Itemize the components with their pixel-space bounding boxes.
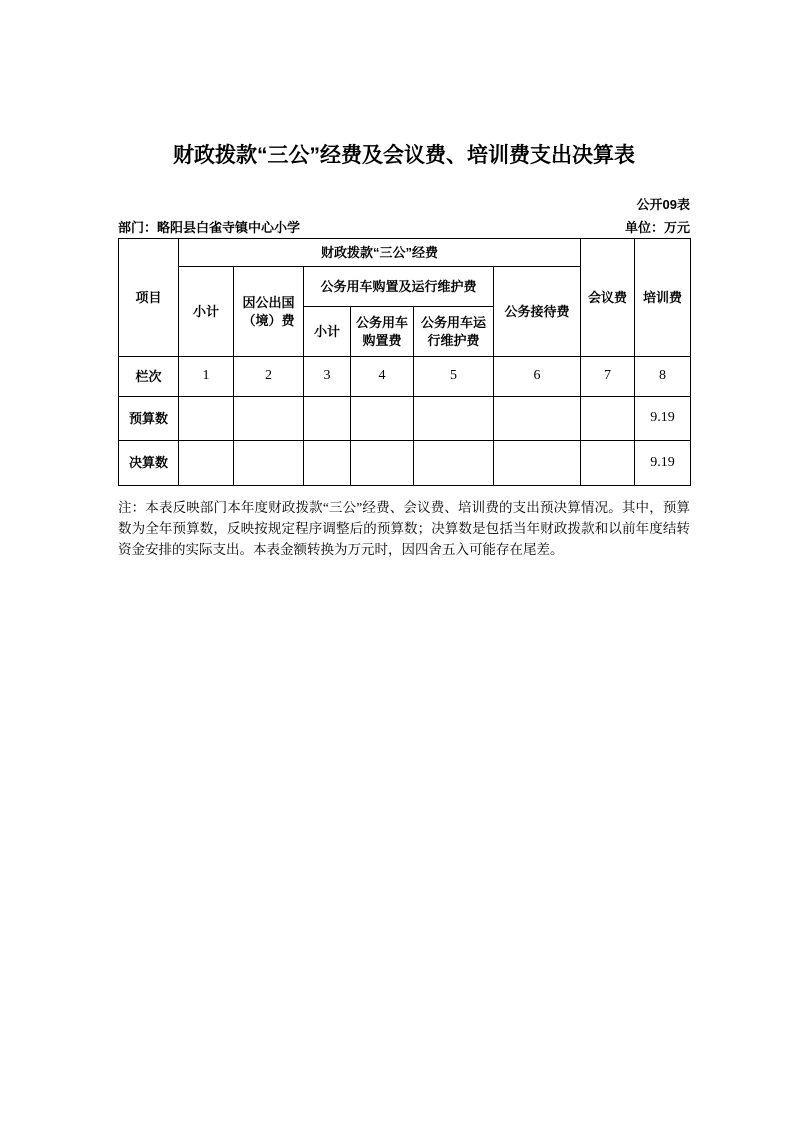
header-abroad-fee: 因公出国（境）费 — [234, 267, 304, 357]
column-index-row — [119, 357, 691, 397]
header-meeting-fee: 会议费 — [581, 239, 635, 357]
unit-label: 单位：万元 — [624, 220, 690, 235]
table-code: 公开09表 — [636, 197, 690, 212]
cell — [304, 397, 351, 441]
cell — [494, 441, 581, 486]
cell: 9.19 — [635, 441, 691, 486]
cell: 1 — [179, 357, 234, 397]
cell — [234, 441, 304, 486]
cell — [494, 397, 581, 441]
cell: 8 — [635, 357, 691, 397]
cell — [581, 397, 635, 441]
row-label: 预算数 — [119, 397, 179, 441]
header-vehicle-subtotal: 小计 — [304, 307, 351, 357]
department-label: 部门：略阳县白雀寺镇中心小学 — [118, 220, 301, 235]
row-label: 决算数 — [119, 441, 179, 486]
cell: 9.19 — [635, 397, 691, 441]
cell: 3 — [304, 357, 351, 397]
cell: 7 — [581, 357, 635, 397]
note-text: 注：本表反映部门本年度财政拨款“三公”经费、会议费、培训费的支出预决算情况。其中，预算数为全年预算数，反映按规定程序调整后的预算数；决算数是包括当年财政拨款和以前年度结转资金安排的实际支出。本表金额转换为万元时，因四舍五入可能存在尾差。 — [118, 500, 690, 557]
header-sangong-group: 财政拨款“三公”经费 — [179, 239, 581, 267]
header-vehicle-operation: 公务用车运行维护费 — [414, 307, 494, 357]
cell: 2 — [234, 357, 304, 397]
header-vehicle-purchase: 公务用车购置费 — [351, 307, 414, 357]
cell: 6 — [494, 357, 581, 397]
header-reception-fee: 公务接待费 — [494, 267, 581, 357]
header-vehicle-group: 公务用车购置及运行维护费 — [304, 267, 494, 307]
expense-table — [118, 238, 691, 486]
document-page — [118, 0, 690, 560]
cell — [179, 397, 234, 441]
header-training-fee: 培训费 — [635, 239, 691, 357]
cell: 5 — [414, 357, 494, 397]
cell — [414, 441, 494, 486]
row-label: 栏次 — [119, 357, 179, 397]
cell — [304, 441, 351, 486]
cell — [351, 397, 414, 441]
cell — [581, 441, 635, 486]
final-accounts-row — [119, 441, 691, 486]
cell — [179, 441, 234, 486]
header-item: 项目 — [119, 239, 179, 357]
cell — [351, 441, 414, 486]
cell — [414, 397, 494, 441]
meta-row — [118, 220, 690, 235]
cell — [234, 397, 304, 441]
page-title: 财政拨款“三公”经费及会议费、培训费支出决算表 — [173, 144, 635, 167]
header-row-1 — [119, 239, 691, 267]
cell: 4 — [351, 357, 414, 397]
header-subtotal: 小计 — [179, 267, 234, 357]
budget-row — [119, 397, 691, 441]
